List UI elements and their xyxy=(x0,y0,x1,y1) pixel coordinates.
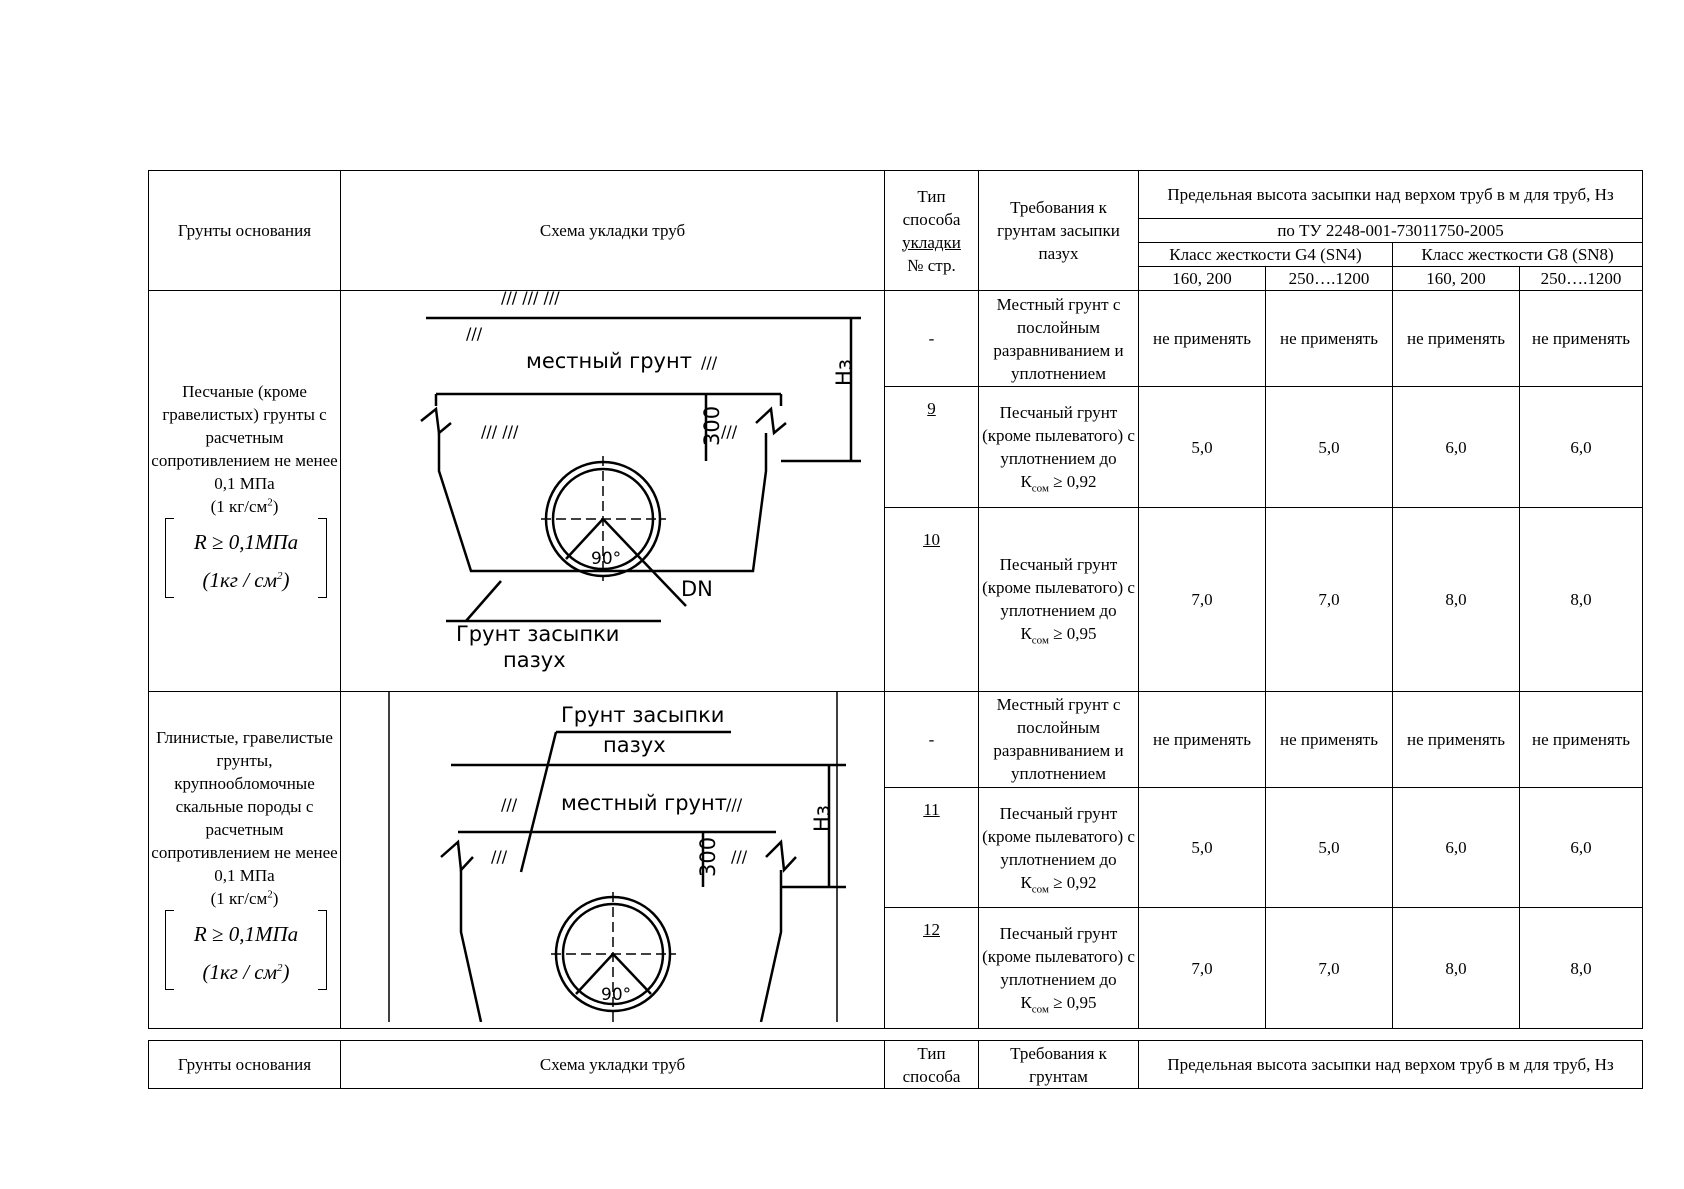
label-depth-1: 300 xyxy=(700,405,724,446)
header-dn-a: 160, 200 xyxy=(1139,267,1266,291)
value-cell-6d: 8,0 xyxy=(1520,908,1643,1029)
value-cell-1a: не применять xyxy=(1139,291,1266,387)
header-dn-c: 160, 200 xyxy=(1393,267,1520,291)
soil-text-sandy: Песчаные (кроме гравелистых) грунты с расчетным сопротивлением не менее 0,1 МПа xyxy=(151,382,338,493)
svg-text:///: /// xyxy=(721,422,738,441)
label-local-soil-1: местный грунт xyxy=(526,349,692,373)
value-cell-5d: 6,0 xyxy=(1520,787,1643,908)
value-cell-6c: 8,0 xyxy=(1393,908,1520,1029)
formula-sandy: R ≥ 0,1МПа $(1кг / см^2)$ xyxy=(151,518,341,596)
header-dn-b: 250….1200 xyxy=(1266,267,1393,291)
footer-limit-height: Предельная высота засыпки над верхом труб в м для труб, Нз xyxy=(1139,1041,1643,1089)
soil-text-clay: Глинистые, гравелистые грунты, крупнообломочные скальные породы с расчетным сопротивлением не менее 0,1 МПа xyxy=(151,728,338,885)
svg-text:///: /// xyxy=(501,795,518,814)
header-limit-height: Предельная высота засыпки над верхом труб в м для труб, Нз xyxy=(1139,171,1643,219)
pipe-laying-table xyxy=(148,170,1643,1029)
svg-text:///: /// xyxy=(466,324,483,343)
req-cell-3: Песчаный грунт (кроме пылеватого) с уплотнением до $К_{сом} \ge 0,95$ xyxy=(979,507,1139,691)
header-type: Тип способа укладки № стр. xyxy=(885,171,979,291)
label-local-soil-2: местный грунт xyxy=(561,791,727,815)
value-cell-2a: 5,0 xyxy=(1139,387,1266,508)
req-cell-6: Песчаный грунт (кроме пылеватого) с уплотнением до $К_{сом} \ge 0,95$ xyxy=(979,908,1139,1029)
value-cell-4a: не применять xyxy=(1139,692,1266,788)
label-dn-1: DN xyxy=(681,577,713,601)
scheme-diagram-sandy xyxy=(341,291,885,692)
type-cell-2: 9 xyxy=(885,387,979,508)
footer-scheme: Схема укладки труб xyxy=(341,1041,885,1089)
header-dn-d: 250….1200 xyxy=(1520,267,1643,291)
value-cell-1c: не применять xyxy=(1393,291,1520,387)
label-backfill-1a: Грунт засыпки xyxy=(456,622,620,646)
svg-text:///: /// xyxy=(701,353,718,372)
scheme-diagram-clay xyxy=(341,692,885,1029)
label-angle-2: 90° xyxy=(601,985,632,1005)
label-backfill-1b: пазух xyxy=(503,648,566,672)
label-backfill-2b: пазух xyxy=(603,733,666,757)
footer-soil-base: Грунты основания xyxy=(149,1041,341,1089)
value-cell-6b: 7,0 xyxy=(1266,908,1393,1029)
value-cell-3c: 8,0 xyxy=(1393,507,1520,691)
type-cell-4: - xyxy=(885,692,979,788)
req-cell-5: Песчаный грунт (кроме пылеватого) с уплотнением до $К_{сом} \ge 0,92$ xyxy=(979,787,1139,908)
value-cell-4c: не применять xyxy=(1393,692,1520,788)
value-cell-1d: не применять xyxy=(1520,291,1643,387)
req-cell-1: Местный грунт с послойным разравниванием и уплотнением xyxy=(979,291,1139,387)
value-cell-6a: 7,0 xyxy=(1139,908,1266,1029)
value-cell-3b: 7,0 xyxy=(1266,507,1393,691)
soil-cell-clay: Глинистые, гравелистые грунты, крупнообломочные скальные породы с расчетным сопротивлением не менее 0,1 МПа (1 $кг/см^2$) R ≥ 0,1МПа $(1кг / см^2)$ xyxy=(149,692,341,1029)
value-cell-5b: 5,0 xyxy=(1266,787,1393,908)
header-soil-base: Грунты основания xyxy=(149,171,341,291)
soil-cell-sandy: Песчаные (кроме гравелистых) грунты с расчетным сопротивлением не менее 0,1 МПа (1 $кг/см^2$) R ≥ 0,1МПа $(1кг / см^2)$ xyxy=(149,291,341,692)
label-angle-1: 90° xyxy=(591,549,622,569)
svg-text:///: /// xyxy=(726,795,743,814)
footer-requirements: Требования к грунтам xyxy=(979,1041,1139,1089)
trench-diagram-1 xyxy=(341,291,885,685)
value-cell-4d: не применять xyxy=(1520,692,1643,788)
type-cell-6: 12 xyxy=(885,908,979,1029)
continuation-header-table xyxy=(148,1040,1643,1089)
value-cell-4b: не применять xyxy=(1266,692,1393,788)
label-backfill-2a: Грунт засыпки xyxy=(561,703,725,727)
label-h-2: Нз xyxy=(810,805,834,832)
value-cell-2b: 5,0 xyxy=(1266,387,1393,508)
header-scheme: Схема укладки труб xyxy=(341,171,885,291)
type-cell-5: 11 xyxy=(885,787,979,908)
header-tu: по ТУ 2248-001-73011750-2005 xyxy=(1139,219,1643,243)
value-cell-3a: 7,0 xyxy=(1139,507,1266,691)
svg-text:///: /// xyxy=(731,847,748,866)
svg-text:/// ///: /// /// xyxy=(481,422,519,441)
label-depth-2: 300 xyxy=(696,836,720,877)
trench-diagram-2 xyxy=(341,692,885,1022)
type-cell-1: - xyxy=(885,291,979,387)
value-cell-2c: 6,0 xyxy=(1393,387,1520,508)
label-h-1: Нз xyxy=(832,359,856,386)
formula-clay: R ≥ 0,1МПа $(1кг / см^2)$ xyxy=(151,910,341,988)
value-cell-3d: 8,0 xyxy=(1520,507,1643,691)
req-cell-2: Песчаный грунт (кроме пылеватого) с уплотнением до $К_{сом} \ge 0,92$ xyxy=(979,387,1139,508)
header-requirements: Требования к грунтам засыпки пазух xyxy=(979,171,1139,291)
header-class-g8: Класс жесткости G8 (SN8) xyxy=(1393,243,1643,267)
value-cell-2d: 6,0 xyxy=(1520,387,1643,508)
value-cell-5c: 6,0 xyxy=(1393,787,1520,908)
type-cell-3: 10 xyxy=(885,507,979,691)
header-class-g4: Класс жесткости G4 (SN4) xyxy=(1139,243,1393,267)
footer-type: Тип способа xyxy=(885,1041,979,1089)
req-cell-4: Местный грунт с послойным разравниванием и уплотнением xyxy=(979,692,1139,788)
svg-text:/// /// ///: /// /// /// xyxy=(501,291,560,307)
value-cell-5a: 5,0 xyxy=(1139,787,1266,908)
value-cell-1b: не применять xyxy=(1266,291,1393,387)
svg-text:///: /// xyxy=(491,847,508,866)
